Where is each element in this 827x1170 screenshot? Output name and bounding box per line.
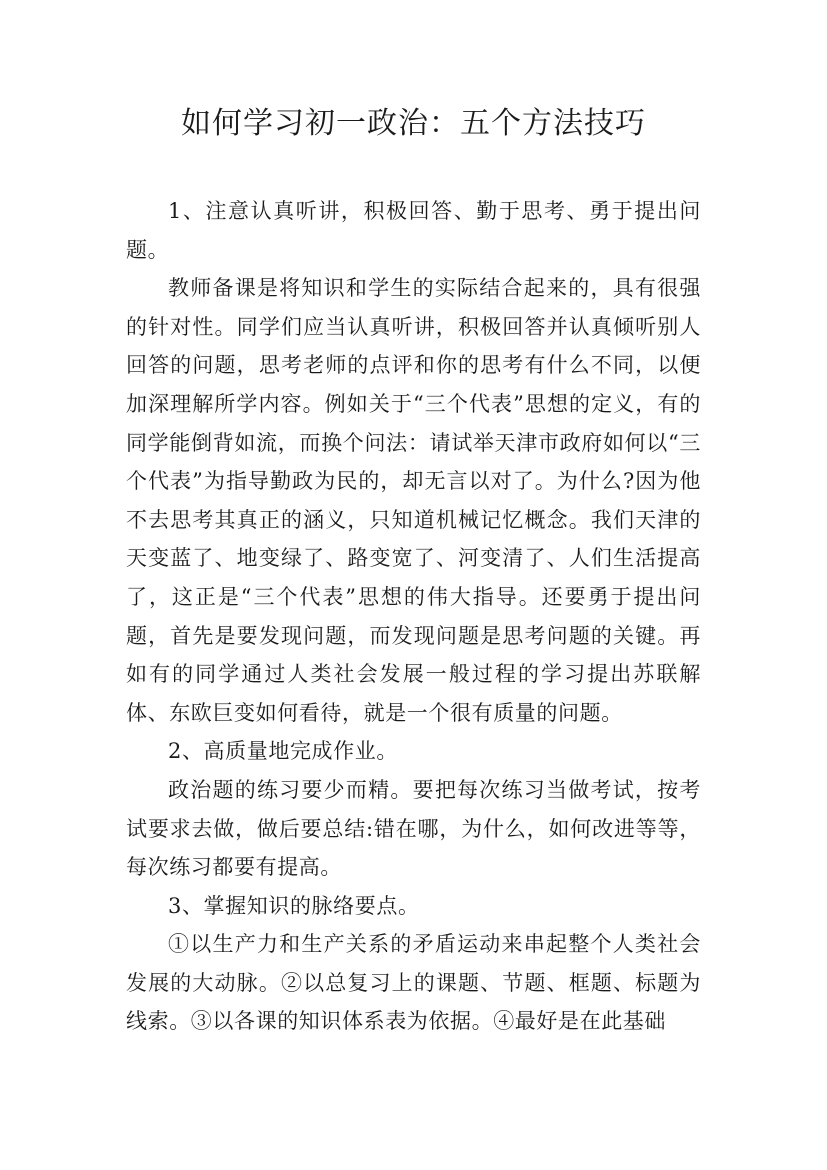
paragraph-heading-2: 2、高质量地完成作业。 — [168, 739, 398, 764]
paragraph-knowledge: ①以生产力和生产关系的矛盾运动来串起整个人类社会发展的大动脉。②以总复习上的课题、节题、框题、标题为线索。③以各课的知识体系表为依据。④最好是在此基础 — [126, 932, 701, 1034]
document-body — [126, 192, 701, 1041]
paragraph-heading-3: 3、掌握知识的脉络要点。 — [168, 893, 420, 918]
document-title: 如何学习初一政治：五个方法技巧 — [181, 106, 646, 141]
paragraph-listening: 教师备课是将知识和学生的实际结合起来的，具有很强的针对性。同学们应当认真听讲，积极回答并认真倾听别人回答的问题，思考老师的点评和你的思考有什么不同，以便加深理解所学内容。例如关于“三个代表”思想的定义，有的同学能倒背如流，而换个问法：请试举天津市政府如何以“三个代表”为指导勤政为民的，却无言以对了。为什么?因为他不去思考其真正的涵义，只知道机械记忆概念。我们天津的天变蓝了、地变绿了、路变宽了、河变清了、人们生活提高了，这正是“三个代表”思想的伟大指导。还要勇于提出问题，首先是要发现问题，而发现问题是思考问题的关键。再如有的同学通过人类社会发展一般过程的学习提出苏联解体、东欧巨变如何看待，就是一个很有质量的问题。 — [126, 276, 701, 725]
paragraph-heading-1: 1、注意认真听讲，积极回答、勤于思考、勇于提出问题。 — [126, 199, 701, 262]
paragraph-homework: 政治题的练习要少而精。要把每次练习当做考试，按考试要求去做，做后要总结:错在哪，为什么，如何改进等等，每次练习都要有提高。 — [126, 777, 701, 880]
